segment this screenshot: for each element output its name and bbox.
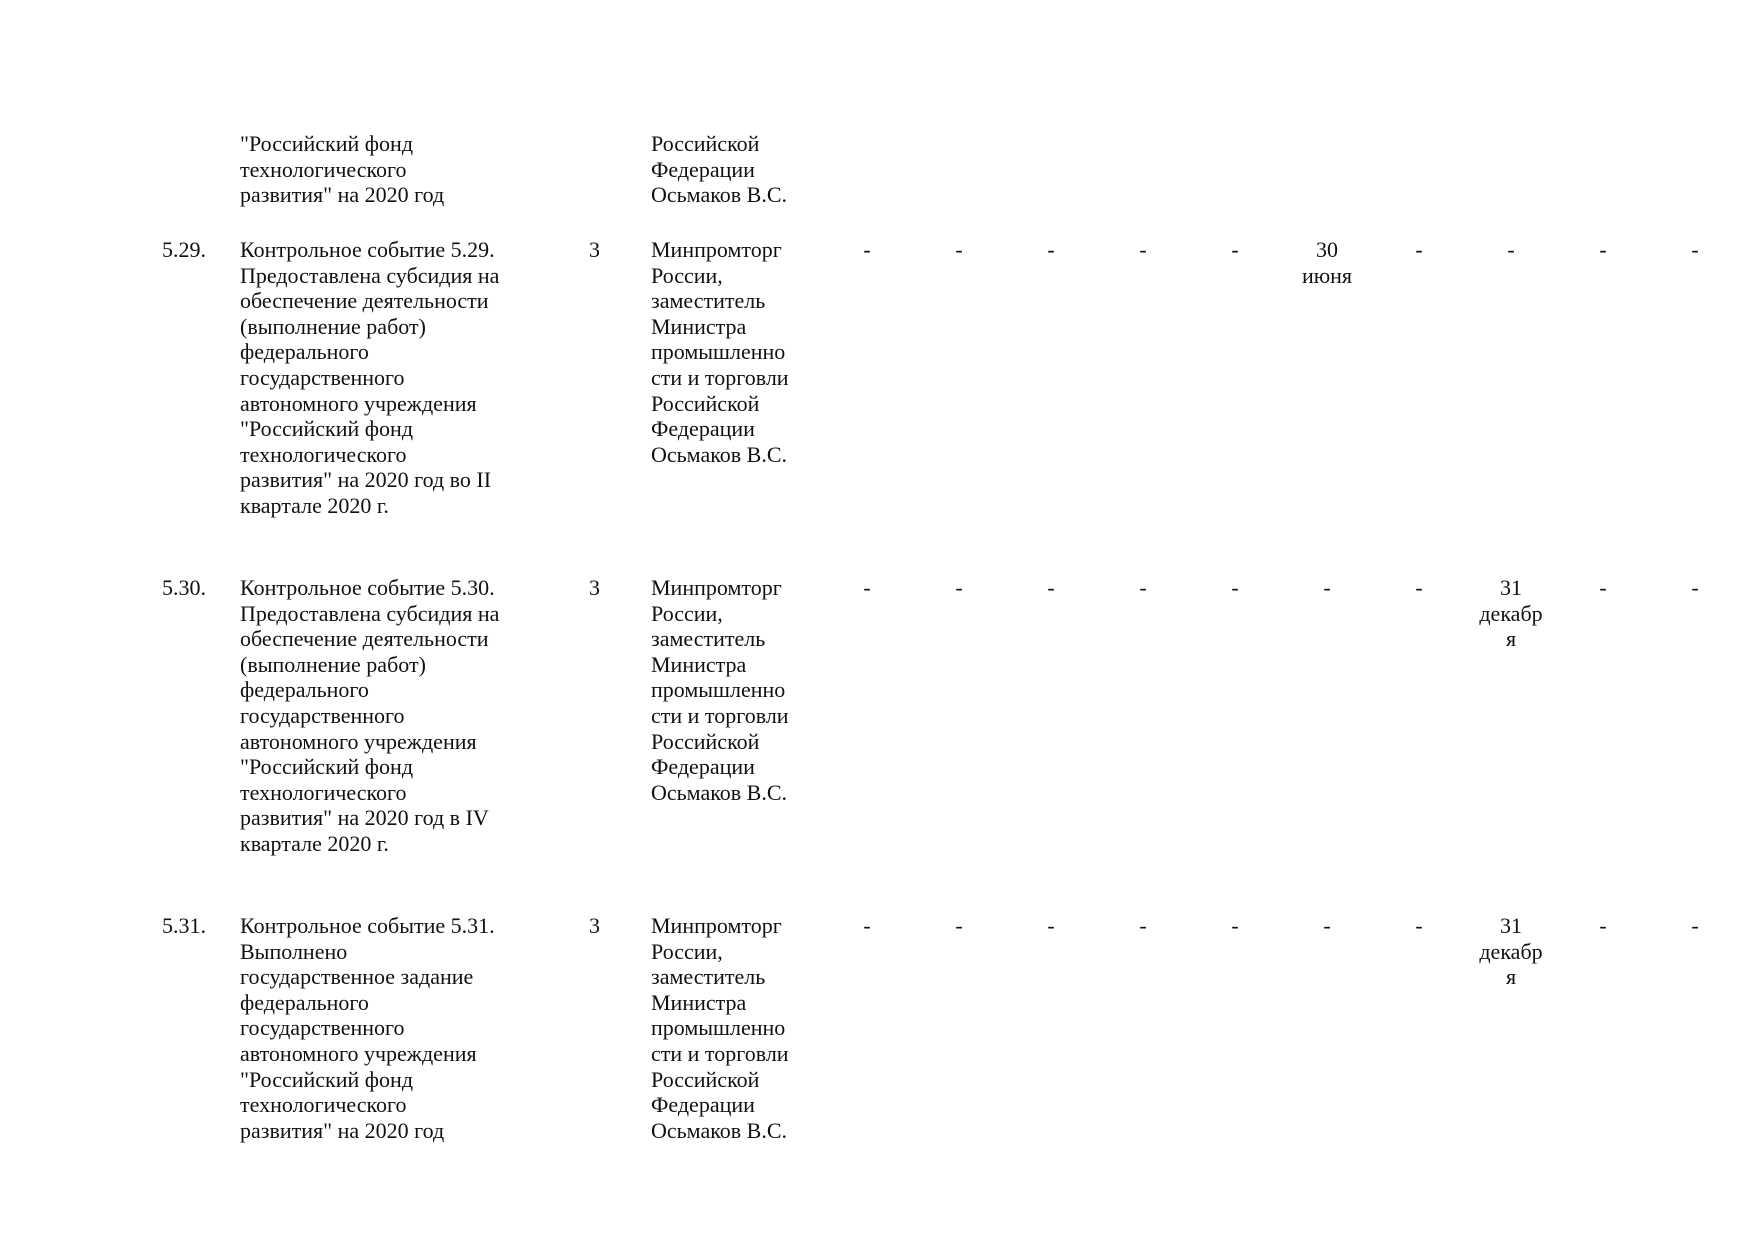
month-mark: - bbox=[1323, 913, 1331, 938]
month-mark: - bbox=[1415, 913, 1423, 938]
month-mark: - bbox=[1691, 575, 1699, 600]
month-mark: 30 июня bbox=[1301, 237, 1353, 288]
row-responsible: Минпромторг России, заместитель Министра промышленно сти и торговли Российской Федерации Осьмаков В.С. bbox=[651, 913, 789, 1143]
month-mark: - bbox=[1047, 237, 1055, 262]
row-description: "Российский фонд технологического развития" на 2020 год bbox=[240, 131, 445, 208]
row-responsible: Российской Федерации Осьмаков В.С. bbox=[651, 131, 788, 208]
month-mark: - bbox=[863, 237, 871, 262]
row-level: 3 bbox=[589, 237, 600, 262]
month-mark: 31 декабр я bbox=[1479, 575, 1543, 652]
row-description: Контрольное событие 5.29. Предоставлена субсидия на обеспечение деятельности (выполнение работ) федерального государственного автономного учреждения "Российский фонд технологического развития" на 2020 год во II квартале 2020 г. bbox=[240, 237, 500, 518]
month-mark: - bbox=[863, 575, 871, 600]
row-level: 3 bbox=[589, 913, 600, 938]
month-mark: - bbox=[1231, 913, 1239, 938]
row-description: Контрольное событие 5.31. Выполнено государственное задание федерального государственного автономного учреждения "Российский фонд технологического развития" на 2020 год bbox=[240, 913, 495, 1143]
month-mark: - bbox=[1507, 237, 1515, 262]
month-mark: - bbox=[1231, 237, 1239, 262]
month-mark: - bbox=[1599, 913, 1607, 938]
month-mark: - bbox=[955, 575, 963, 600]
row-number: 5.30. bbox=[162, 575, 206, 600]
row-number: 5.29. bbox=[162, 237, 206, 262]
row-responsible: Минпромторг России, заместитель Министра промышленно сти и торговли Российской Федерации Осьмаков В.С. bbox=[651, 575, 789, 805]
month-mark: - bbox=[1415, 237, 1423, 262]
month-mark: - bbox=[1231, 575, 1239, 600]
month-mark: - bbox=[1599, 237, 1607, 262]
month-mark: - bbox=[1047, 913, 1055, 938]
row-number: 5.31. bbox=[162, 913, 206, 938]
month-mark: - bbox=[1139, 237, 1147, 262]
month-mark: - bbox=[955, 237, 963, 262]
month-mark: - bbox=[955, 913, 963, 938]
month-mark: - bbox=[1599, 575, 1607, 600]
row-level: 3 bbox=[589, 575, 600, 600]
month-mark: 31 декабр я bbox=[1479, 913, 1543, 990]
row-responsible: Минпромторг России, заместитель Министра промышленно сти и торговли Российской Федерации Осьмаков В.С. bbox=[651, 237, 789, 467]
month-mark: - bbox=[1691, 237, 1699, 262]
month-mark: - bbox=[1691, 913, 1699, 938]
month-mark: - bbox=[863, 913, 871, 938]
month-mark: - bbox=[1139, 913, 1147, 938]
month-mark: - bbox=[1139, 575, 1147, 600]
month-mark: - bbox=[1415, 575, 1423, 600]
month-mark: - bbox=[1047, 575, 1055, 600]
month-mark: - bbox=[1323, 575, 1331, 600]
row-description: Контрольное событие 5.30. Предоставлена субсидия на обеспечение деятельности (выполнение работ) федерального государственного автономного учреждения "Российский фонд технологического развития" на 2020 год в IV квартале 2020 г. bbox=[240, 575, 500, 856]
